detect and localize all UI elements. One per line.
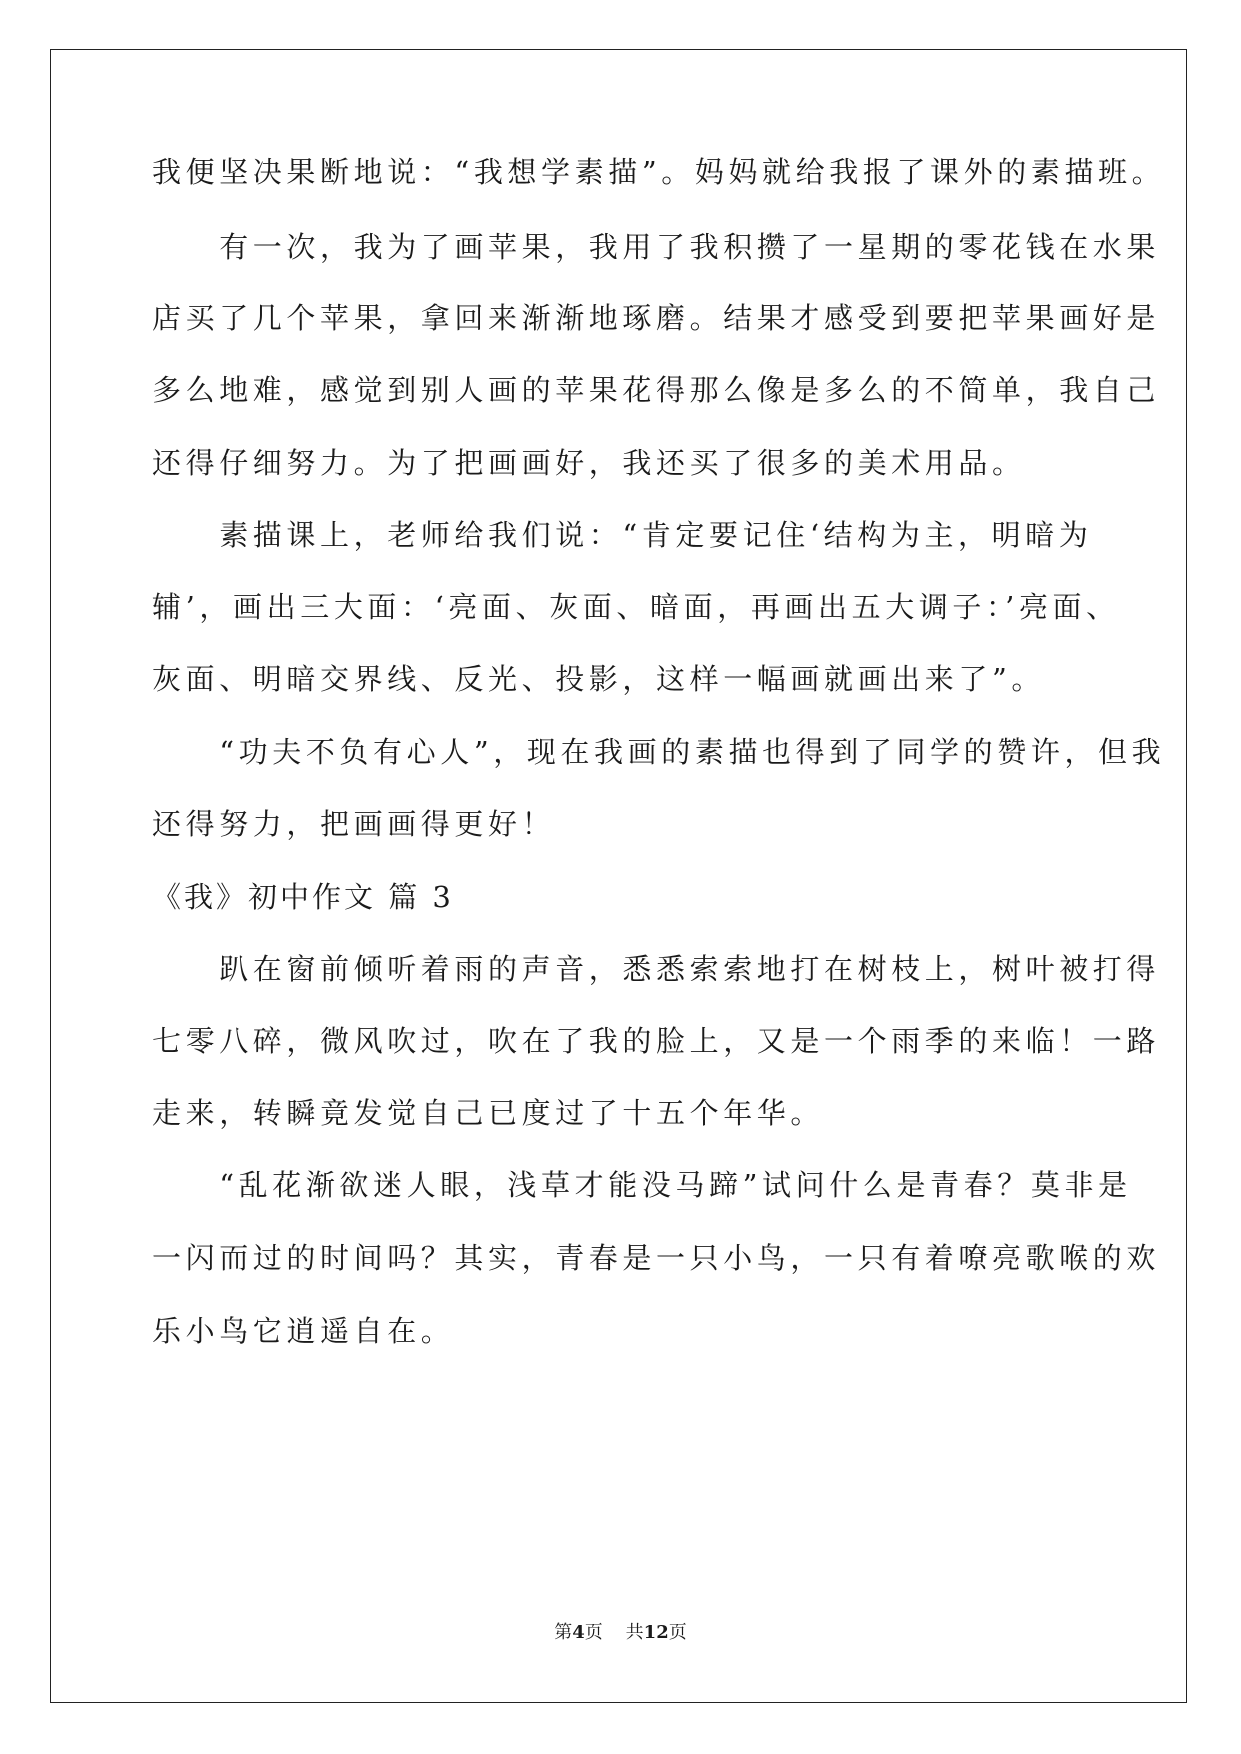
page-border	[50, 49, 1187, 1703]
text-line: 多么地难，感觉到别人画的苹果花得那么像是多么的不简单，我自己	[152, 373, 1161, 407]
text-line: 素描课上，老师给我们说：“肯定要记住‘结构为主，明暗为	[152, 518, 1093, 552]
text-line: 辅’，画出三大面：‘亮面、灰面、暗面，再画出五大调子：’亮面、	[152, 590, 1120, 624]
text-line: “功夫不负有心人”，现在我画的素描也得到了同学的赞许，但我	[152, 735, 1166, 769]
footer-total-suffix: 页	[668, 1622, 687, 1643]
text-line: 一闪而过的时间吗？其实，青春是一只小鸟，一只有着嘹亮歌喉的欢	[152, 1241, 1161, 1275]
section-heading: 《我》初中作文 篇 3	[152, 880, 454, 914]
text-line: 走来，转瞬竟发觉自己已度过了十五个年华。	[152, 1096, 825, 1130]
text-line: 还得努力，把画画得更好！	[152, 807, 556, 841]
text-line: 有一次，我为了画苹果，我用了我积攒了一星期的零花钱在水果	[152, 230, 1161, 264]
footer-page-prefix: 第	[554, 1622, 573, 1643]
text-line: 灰面、明暗交界线、反光、投影，这样一幅画就画出来了”。	[152, 662, 1046, 696]
footer-page-suffix: 页	[584, 1622, 603, 1643]
text-line: 我便坚决果断地说：“我想学素描”。妈妈就给我报了课外的素描班。	[152, 155, 1166, 189]
text-line: 七零八碎，微风吹过，吹在了我的脸上，又是一个雨季的来临！一路	[152, 1024, 1161, 1058]
footer-total-prefix: 共	[625, 1622, 644, 1643]
footer-page-number: 4	[572, 1622, 585, 1643]
text-line: 趴在窗前倾听着雨的声音，悉悉索索地打在树枝上，树叶被打得	[152, 952, 1161, 986]
page-footer	[0, 1624, 1241, 1642]
text-line: 还得仔细努力。为了把画画好，我还买了很多的美术用品。	[152, 446, 1026, 480]
text-line: “乱花渐欲迷人眼，浅草才能没马蹄”试问什么是青春？莫非是	[152, 1168, 1132, 1202]
text-line: 店买了几个苹果，拿回来渐渐地琢磨。结果才感受到要把苹果画好是	[152, 301, 1161, 335]
footer-total-pages: 12	[643, 1622, 669, 1643]
text-line: 乐小鸟它逍遥自在。	[152, 1314, 455, 1348]
